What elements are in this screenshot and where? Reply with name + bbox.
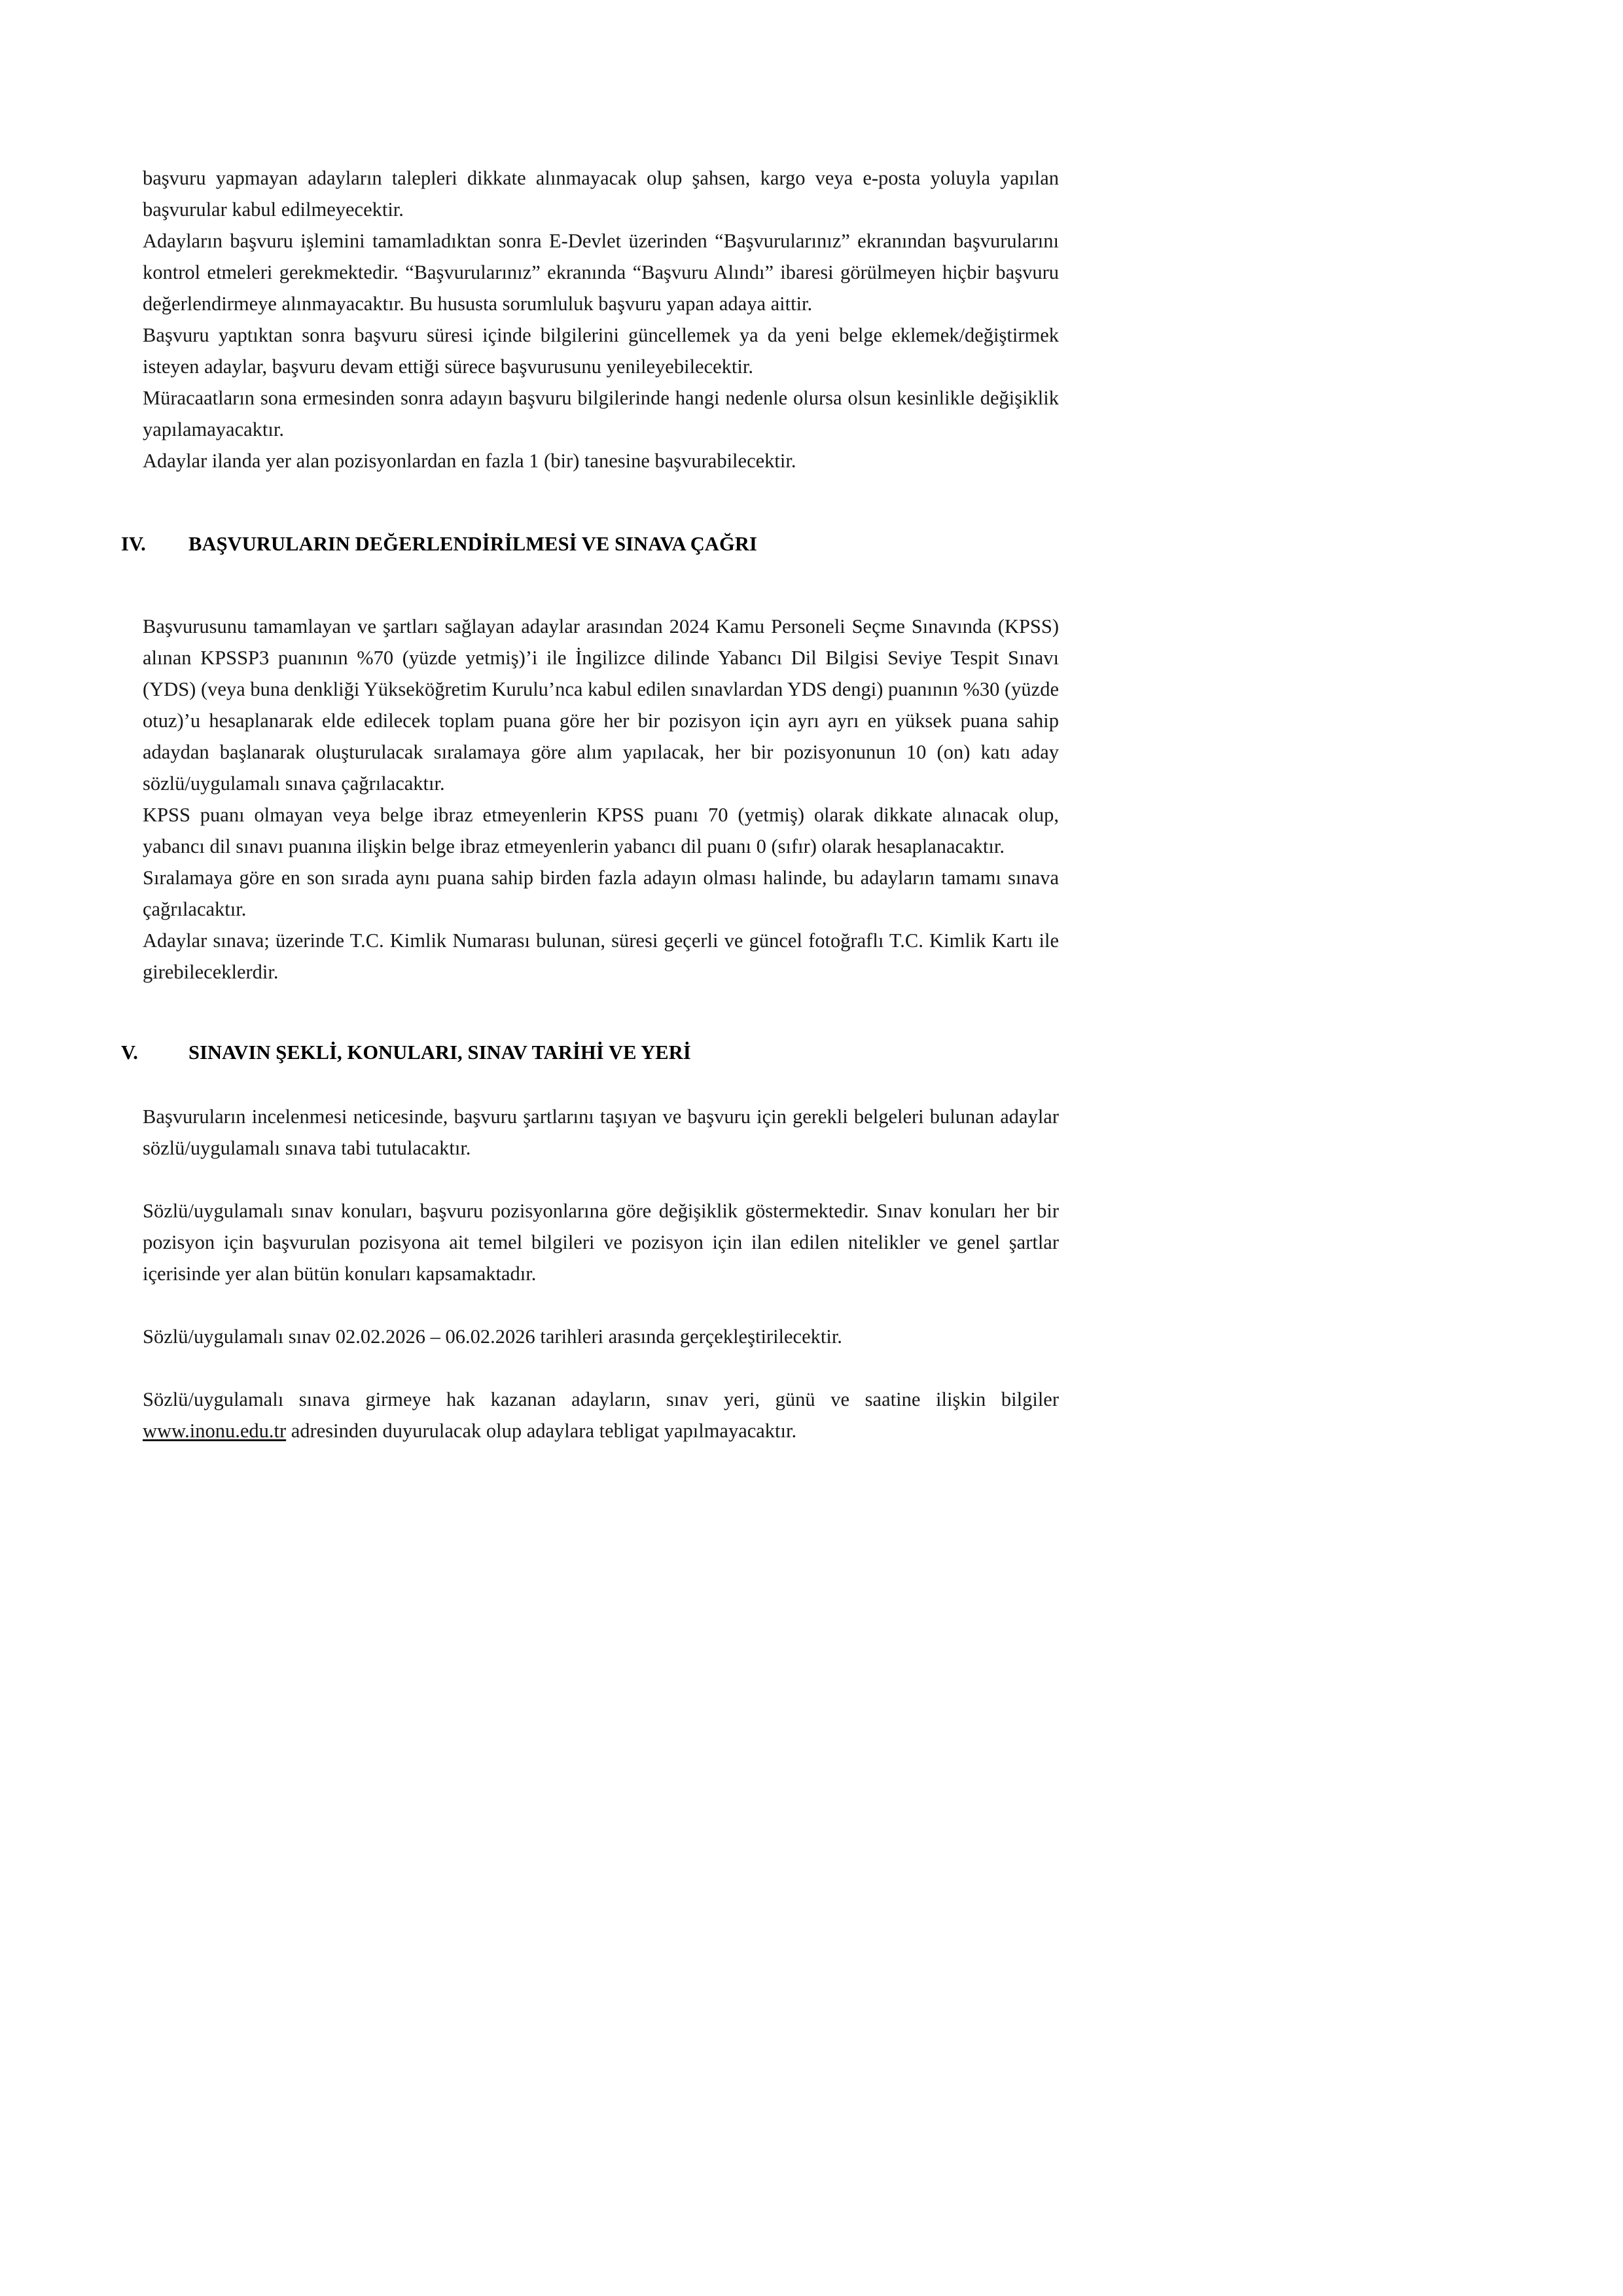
paragraph-v-4-text-after-link: adresinden duyurulacak olup adaylara tebligat yapılmayacaktır. [286, 1420, 797, 1442]
paragraph-iv-3: Sıralamaya göre en son sırada aynı puana sahip birden fazla adayın olması halinde, bu adayların tamamı sınava çağrılacaktır. [143, 867, 1059, 920]
inonu-website-link[interactable]: www.inonu.edu.tr [143, 1420, 287, 1442]
spacer-before-section-v [143, 988, 1059, 1041]
document-content [121, 162, 1059, 1446]
section-heading-iv [121, 533, 1059, 556]
paragraph-v-4-text-before-link: Sözlü/uygulamalı sınava girmeye hak kazanan adayların, sınav yeri, günü ve saatine ilişkin bilgiler [143, 1388, 1059, 1410]
paragraph-v-3: Sözlü/uygulamalı sınav 02.02.2026 – 06.02.2026 tarihleri arasında gerçekleştirilecektir. [143, 1325, 842, 1348]
paragraph-iv-1: Başvurusunu tamamlayan ve şartları sağlayan adaylar arasından 2024 Kamu Personeli Seçme Sınavında (KPSS) alınan KPSSP3 puanının %70 (yüzde yetmiş)’i ile İngilizce dilinde Yabancı Dil Bilgisi Seviye Tespit Sınavı (YDS) (veya buna denkliği Yükseköğretim Kurulu’nca kabul edilen sınavlardan YDS dengi) puanının %30 (yüzde otuz)’u hesaplanarak elde edilecek toplam puana göre her bir pozisyon için ayrı ayrı en yüksek puana sahip adaydan başlanarak oluşturulacak sıralamaya göre alım yapılacak, her bir pozisyonunun 10 (on) katı aday sözlü/uygulamalı sınava çağrılacaktır. [143, 615, 1059, 795]
paragraph-intro-3: Başvuru yaptıktan sonra başvuru süresi içinde bilgilerini güncellemek ya da yeni belge eklemek/değiştirmek isteyen adaylar, başvuru devam ettiği sürece başvurusunu yenileyebilecektir. [143, 324, 1059, 378]
section-iv-body [143, 611, 1059, 988]
paragraph-intro-5: Adaylar ilanda yer alan pozisyonlardan en fazla 1 (bir) tanesine başvurabilecektir. [143, 450, 796, 472]
spacer-before-section-iv [143, 476, 1059, 533]
section-heading-v [121, 1041, 1059, 1064]
paragraph-v-4 [143, 1384, 1059, 1446]
spacer-after-section-v-heading [143, 1064, 1059, 1101]
spacer-after-section-iv-heading [143, 556, 1059, 611]
paragraph-intro-1: başvuru yapmayan adayların talepleri dikkate alınmayacak olup şahsen, kargo veya e-posta yoluyla yapılan başvurular kabul edilmeyecektir. [143, 167, 1059, 221]
section-v-title: SINAVIN ŞEKLİ, KONULARI, SINAV TARİHİ VE YERİ [188, 1041, 691, 1064]
paragraph-intro-4: Müracaatların sona ermesinden sonra adayın başvuru bilgilerinde hangi nedenle olursa olsun kesinlikle değişiklik yapılamayacaktır. [143, 387, 1059, 440]
section-v-numeral: V. [121, 1041, 138, 1064]
paragraph-iv-4: Adaylar sınava; üzerinde T.C. Kimlik Numarası bulunan, süresi geçerli ve güncel fotoğraflı T.C. Kimlik Kartı ile girebileceklerdir. [143, 929, 1059, 983]
paragraph-iv-2: KPSS puanı olmayan veya belge ibraz etmeyenlerin KPSS puanı 70 (yetmiş) olarak dikkate alınacak olup, yabancı dil sınavı puanına ilişkin belge ibraz etmeyenlerin yabancı dil puanı 0 (sıfır) olarak hesaplanacaktır. [143, 804, 1059, 857]
section-v-body [143, 1101, 1059, 1446]
section-iv-numeral: IV. [121, 533, 146, 555]
section-iv-title: BAŞVURULARIN DEĞERLENDİRİLMESİ VE SINAVA ÇAĞRI [188, 533, 757, 555]
paragraph-intro-2: Adayların başvuru işlemini tamamladıktan sonra E-Devlet üzerinden “Başvurularınız” ekranından başvurularını kontrol etmeleri gerekmektedir. “Başvurularınız” ekranında “Başvuru Alındı” ibaresi görülmeyen hiçbir başvuru değerlendirmeye alınmayacaktır. Bu hususta sorumluluk başvuru yapan adaya aittir. [143, 230, 1059, 315]
intro-block [143, 162, 1059, 476]
paragraph-v-2: Sözlü/uygulamalı sınav konuları, başvuru pozisyonlarına göre değişiklik göstermektedir. Sınav konuları her bir pozisyon için başvurulan pozisyona ait temel bilgileri ve pozisyon için ilan edilen nitelikler ve genel şartlar içerisinde yer alan bütün konuları kapsamaktadır. [143, 1200, 1059, 1285]
paragraph-v-1: Başvuruların incelenmesi neticesinde, başvuru şartlarını taşıyan ve başvuru için gerekli belgeleri bulunan adaylar sözlü/uygulamalı sınava tabi tutulacaktır. [143, 1105, 1059, 1159]
